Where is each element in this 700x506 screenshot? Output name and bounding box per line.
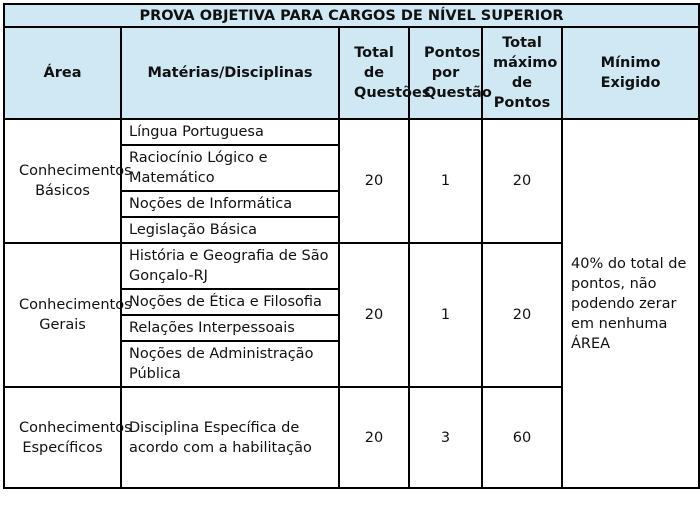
total-questoes-gerais: 20 <box>339 243 409 387</box>
subject-item: Noções de Informática <box>121 191 339 217</box>
pontos-basicos: 1 <box>409 119 482 243</box>
subject-item: Raciocínio Lógico e Matemático <box>121 145 339 191</box>
pontos-gerais: 1 <box>409 243 482 387</box>
header-minimo: Mínimo Exigido <box>562 27 699 119</box>
subject-item: Noções de Administração Pública <box>121 341 339 387</box>
subject-item: História e Geografia de São Gonçalo-RJ <box>121 243 339 289</box>
total-maximo-especificos: 60 <box>482 387 562 488</box>
total-maximo-basicos: 20 <box>482 119 562 243</box>
subject-item: Disciplina Específica de acordo com a habilitação <box>121 387 339 488</box>
header-area: Área <box>4 27 121 119</box>
total-maximo-gerais: 20 <box>482 243 562 387</box>
header-total-questoes: Total de Questões <box>339 27 409 119</box>
total-questoes-especificos: 20 <box>339 387 409 488</box>
subject-item: Noções de Ética e Filosofia <box>121 289 339 315</box>
minimo-exigido: 40% do total de pontos, não podendo zerar em nenhuma ÁREA <box>562 119 699 488</box>
pontos-especificos: 3 <box>409 387 482 488</box>
area-especificos: Conhecimentos Específicos <box>4 387 121 488</box>
area-basicos: Conhecimentos Básicos <box>4 119 121 243</box>
table-title: PROVA OBJETIVA PARA CARGOS DE NÍVEL SUPERIOR <box>4 4 699 27</box>
subject-item: Língua Portuguesa <box>121 119 339 145</box>
header-pontos-questao: Pontos por Questão <box>409 27 482 119</box>
area-gerais: Conhecimentos Gerais <box>4 243 121 387</box>
header-materias: Matérias/Disciplinas <box>121 27 339 119</box>
exam-table <box>3 3 700 489</box>
subject-item: Relações Interpessoais <box>121 315 339 341</box>
total-questoes-basicos: 20 <box>339 119 409 243</box>
header-total-maximo: Total máximo de Pontos <box>482 27 562 119</box>
subject-item: Legislação Básica <box>121 217 339 243</box>
